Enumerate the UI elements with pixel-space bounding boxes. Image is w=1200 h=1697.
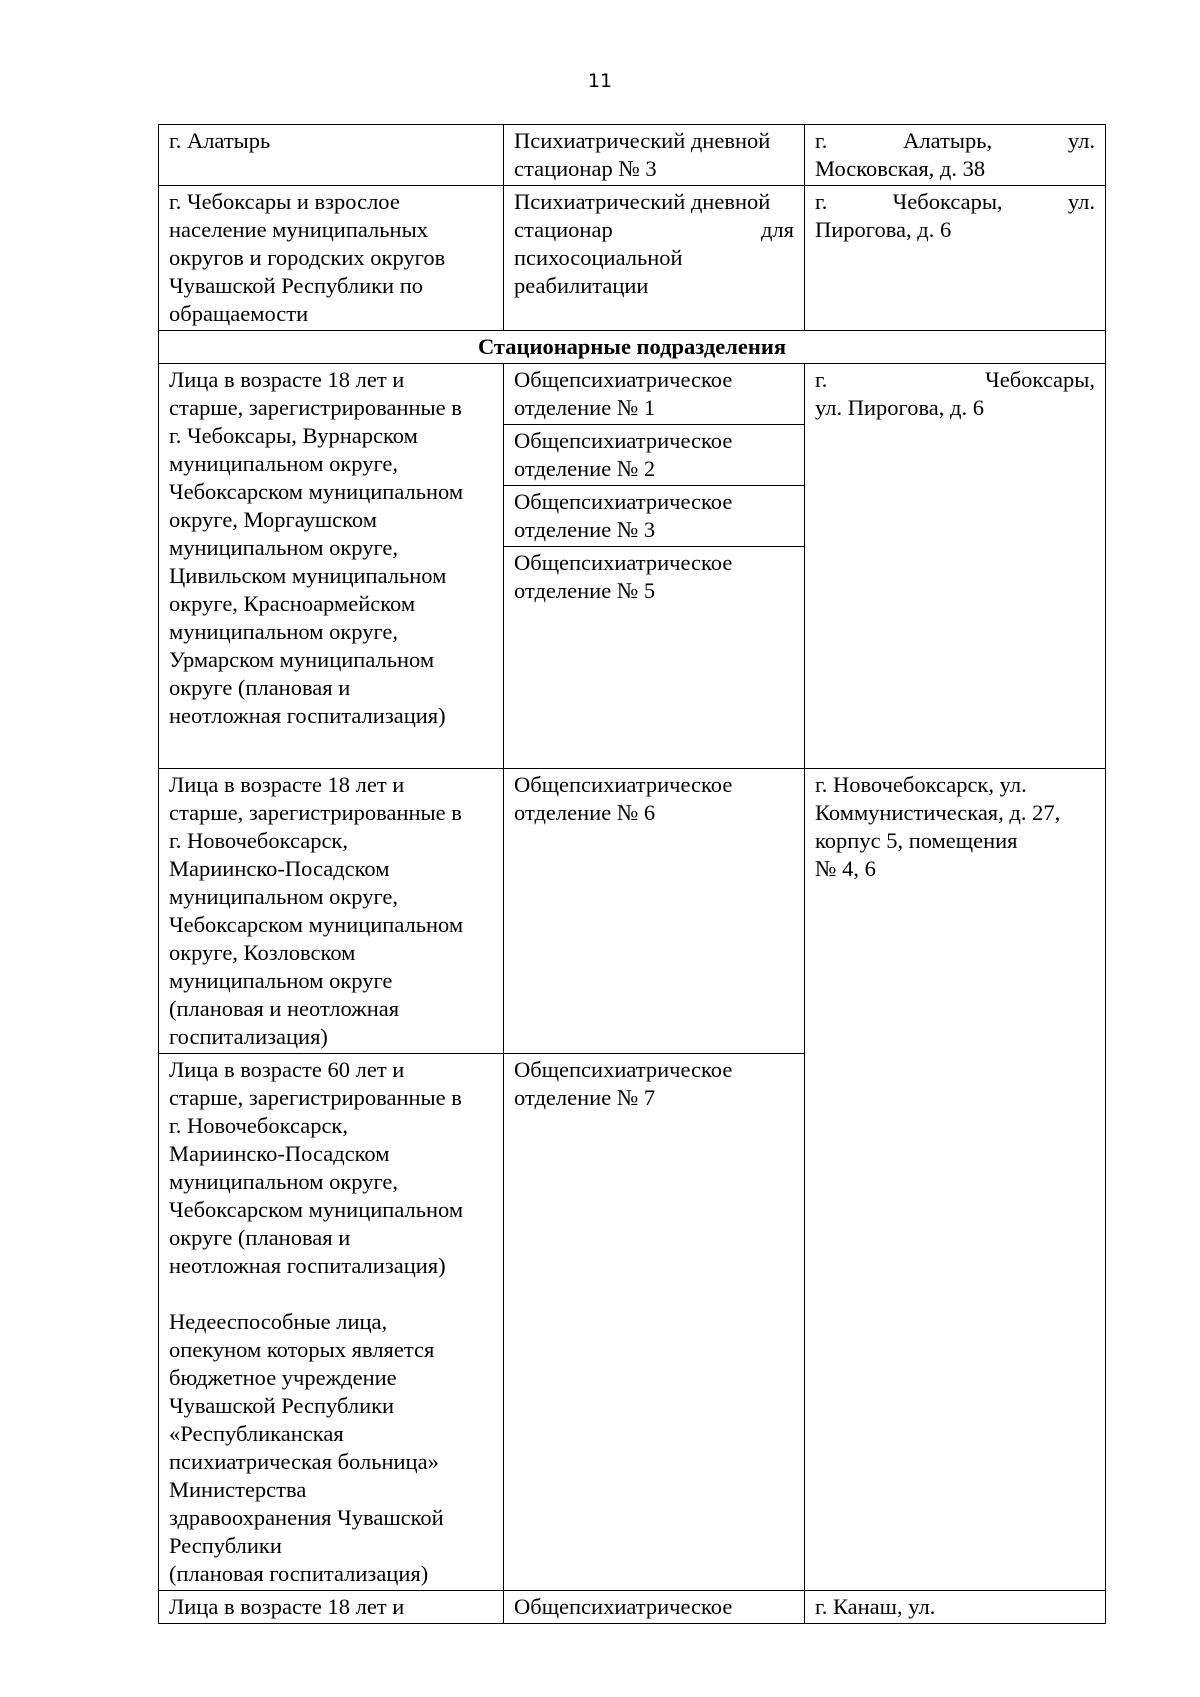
population-line: г. Новочебоксарск, [169, 1113, 348, 1138]
unit-line: отделение № 7 [514, 1085, 656, 1110]
unit-word: стационар [514, 217, 613, 242]
address-word: Чебоксары, [892, 189, 1003, 214]
population-line: округе (плановая и [169, 1225, 351, 1250]
address-cell [805, 769, 1106, 1591]
population-line: Недееспособные лица, [169, 1309, 388, 1334]
population-line: муниципальном округе, [169, 1169, 399, 1194]
population-line: Чебоксарском муниципальном [169, 912, 464, 937]
population-line: неотложная госпитализация) [169, 1253, 446, 1278]
address-word: ул. [1067, 189, 1095, 214]
population-line: Чувашской Республики [169, 1393, 395, 1418]
population-cell [159, 125, 504, 186]
table-row [159, 125, 1106, 186]
unit-cell [504, 364, 805, 425]
population-line: Мариинско-Посадском [169, 1141, 390, 1166]
population-line: Урмарском муниципальном [169, 647, 435, 672]
address-line: Коммунистическая, д. 27, [815, 800, 1061, 825]
section-title: Стационарные подразделения [159, 331, 1106, 364]
unit-line: Психиатрический дневной [514, 128, 771, 153]
population-line: г. Чебоксары и взрослое [169, 189, 400, 214]
population-text: г. Алатырь [169, 128, 271, 153]
unit-line: Психиатрический дневной [514, 189, 771, 214]
population-line: бюджетное учреждение [169, 1365, 397, 1390]
section-row [159, 331, 1106, 364]
table-row [159, 1591, 1106, 1624]
address-line: Московская, д. 38 [815, 156, 986, 181]
population-line: Лица в возрасте 60 лет и [169, 1057, 405, 1082]
unit-cell [504, 486, 805, 547]
address-word: ул. [1067, 128, 1095, 153]
population-line: округе, Козловском [169, 940, 356, 965]
population-line: госпитализация) [169, 1024, 328, 1049]
unit-line [514, 216, 794, 244]
unit-word: для [760, 217, 794, 242]
unit-cell [504, 125, 805, 186]
address-line: № 4, 6 [815, 856, 876, 881]
address-cell: г. Канаш, ул. [805, 1591, 1106, 1624]
population-line: г. Новочебоксарск, [169, 828, 348, 853]
population-line: Чебоксарском муниципальном [169, 1197, 464, 1222]
unit-line: Общепсихиатрическое [514, 367, 733, 392]
address-line [815, 366, 1095, 394]
address-cell [805, 364, 1106, 769]
population-line: муниципальном округе, [169, 535, 399, 560]
address-cell [805, 186, 1106, 331]
table-row [159, 769, 1106, 1054]
paragraph-gap [169, 1280, 493, 1308]
population-line: опекуном которых является [169, 1337, 435, 1362]
address-word: г. [815, 367, 828, 392]
unit-line: отделение № 5 [514, 578, 656, 603]
population-line: (плановая госпитализация) [169, 1561, 429, 1586]
population-line: старше, зарегистрированные в [169, 800, 462, 825]
population-line: муниципальном округе, [169, 884, 399, 909]
address-line: ул. Пирогова, д. 6 [815, 395, 984, 420]
unit-line: Общепсихиатрическое [514, 428, 733, 453]
address-word: г. [815, 128, 828, 153]
population-line: обращаемости [169, 301, 309, 326]
page-number: 11 [587, 70, 613, 92]
population-line: Министерства [169, 1477, 307, 1502]
address-word: Алатырь, [903, 128, 993, 153]
population-line: «Республиканская [169, 1421, 344, 1446]
population-line: Чебоксарском муниципальном [169, 479, 464, 504]
unit-line: Общепсихиатрическое [514, 772, 733, 797]
population-line: муниципальном округе [169, 968, 393, 993]
unit-line: отделение № 2 [514, 456, 656, 481]
address-line: Пирогова, д. 6 [815, 217, 952, 242]
unit-line: Общепсихиатрическое [514, 550, 733, 575]
population-cell: Лица в возрасте 18 лет и [159, 1591, 504, 1624]
population-line: население муниципальных [169, 217, 428, 242]
population-line: округе, Моргаушском [169, 507, 377, 532]
population-line: старше, зарегистрированные в [169, 1085, 462, 1110]
address-word: Чебоксары, [985, 367, 1095, 392]
services-table [158, 124, 1106, 1624]
address-word: г. [815, 189, 828, 214]
population-cell [159, 769, 504, 1054]
table-row [159, 364, 1106, 425]
address-line [815, 127, 1095, 155]
population-line: Цивильском муниципальном [169, 563, 447, 588]
population-line: г. Чебоксары, Вурнарском [169, 423, 418, 448]
population-line: Республики [169, 1533, 282, 1558]
population-line: Мариинско-Посадском [169, 856, 390, 881]
address-line: корпус 5, помещения [815, 828, 1018, 853]
population-line: Лица в возрасте 18 лет и [169, 367, 405, 392]
unit-cell: Общепсихиатрическое [504, 1591, 805, 1624]
address-cell [805, 125, 1106, 186]
population-line: муниципальном округе, [169, 619, 399, 644]
population-line: здравоохранения Чувашской [169, 1505, 444, 1530]
unit-line: психосоциальной [514, 245, 683, 270]
unit-line: отделение № 1 [514, 395, 656, 420]
population-cell [159, 1054, 504, 1591]
unit-line: отделение № 6 [514, 800, 656, 825]
population-line: округе, Красноармейском [169, 591, 416, 616]
population-line: округе (плановая и [169, 675, 351, 700]
population-cell [159, 186, 504, 331]
population-line: (плановая и неотложная [169, 996, 400, 1021]
address-line [815, 188, 1095, 216]
population-line: неотложная госпитализация) [169, 703, 446, 728]
unit-cell [504, 186, 805, 331]
population-cell [159, 364, 504, 769]
unit-line: реабилитации [514, 273, 649, 298]
population-line: старше, зарегистрированные в [169, 395, 462, 420]
population-line: Лица в возрасте 18 лет и [169, 772, 405, 797]
unit-cell [504, 1054, 805, 1591]
unit-cell [504, 425, 805, 486]
unit-line: отделение № 3 [514, 517, 656, 542]
table-row [159, 186, 1106, 331]
population-line: муниципальном округе, [169, 451, 399, 476]
unit-cell [504, 547, 805, 769]
unit-cell [504, 769, 805, 1054]
address-line: г. Новочебоксарск, ул. [815, 772, 1027, 797]
unit-line: Общепсихиатрическое [514, 1057, 733, 1082]
population-line: округов и городских округов [169, 245, 446, 270]
population-line: психиатрическая больница» [169, 1449, 439, 1474]
unit-line: Общепсихиатрическое [514, 489, 733, 514]
unit-line: стационар № 3 [514, 156, 657, 181]
population-line: Чувашской Республики по [169, 273, 423, 298]
